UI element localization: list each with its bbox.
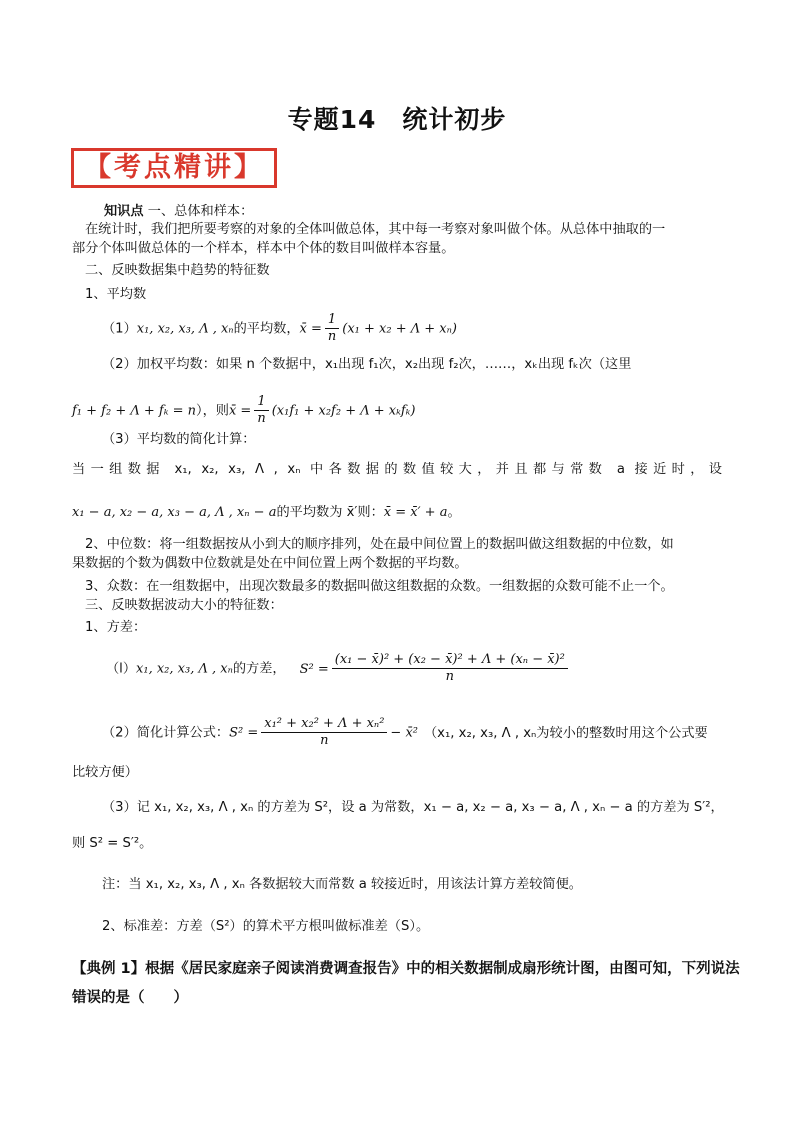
paragraph-population-line-2: 部分个体叫做总体的一个样本，样本中个体的数目叫做样本容量。 (72, 241, 455, 256)
mean-formula-line (102, 312, 457, 345)
variance-formula-line (106, 652, 571, 685)
shifted-end: 。 (447, 505, 461, 520)
note-line: 注：当 x₁, x₂, x₃, Λ , xₙ 各数据较大而常数 a 较接近时，用该法计算方差较简便。 (102, 877, 582, 892)
variance-vars: x₁, x₂, x₃, Λ , xₙ (136, 661, 233, 677)
mean-fraction (325, 312, 339, 345)
variance-mid: 的方差， (232, 661, 286, 677)
variance-simplified-lhs: S² = (229, 725, 259, 741)
median-line-1: 2、中位数：将一组数据按从小到大的顺序排列，处在最中间位置上的数据叫做这组数据的中位数，如 (85, 537, 674, 552)
paragraph-population-line-1: 在统计时，我们把所要考察的对象的全体叫做总体，其中每一考察对象叫做个体。从总体中抽取的一 (85, 222, 666, 237)
mean-heading: 1、平均数 (85, 287, 147, 302)
page-title: 专题14 统计初步 (287, 105, 507, 134)
shifted-mid: 的平均数为 x̄′则： (276, 505, 384, 520)
variance-lhs: S² = (299, 661, 329, 677)
mean-lhs: x̄ = (299, 321, 322, 337)
fraction-denominator: n (257, 411, 266, 426)
standard-deviation-line: 2、标准差：方差（S²）的算术平方根叫做标准差（S）。 (102, 919, 430, 934)
fraction-denominator: n (320, 733, 329, 748)
median-line-2: 果数据的个数为偶数中位数就是处在中间位置上两个数据的平均数。 (72, 556, 468, 571)
knowledge-point-label: 知识点 (104, 204, 144, 219)
weighted-lhs: x̄ = (228, 403, 252, 419)
mode-line: 3、众数：在一组数据中，出现次数最多的数据叫做这组数据的众数。一组数据的众数可能不止一个。 (85, 579, 674, 594)
variance-fraction (332, 652, 568, 685)
fraction-numerator: 1 (325, 312, 339, 329)
weighted-then: ），则 (196, 403, 229, 419)
weighted-sum: (x₁f₁ + x₂f₂ + Λ + xₖfₖ) (271, 403, 416, 419)
variance-simplified-line (102, 716, 708, 749)
shifted-vars: x₁ − a, x₂ − a, x₃ − a, Λ , xₙ − a (72, 505, 277, 520)
weighted-fraction (254, 394, 268, 427)
mean-item-prefix: （1） (102, 321, 137, 337)
variance-simplified-fraction (261, 716, 387, 749)
variance-shift-line-1: （3）记 x₁, x₂, x₃, Λ , xₙ 的方差为 S²，设 a 为常数，x₁ − a, x₂ − a, x₃ − a, Λ , xₙ − a 的方差为 S′²， (102, 800, 724, 815)
simplified-mean-formula-line (72, 504, 461, 522)
simplified-mean-heading: （3）平均数的简化计算： (102, 432, 256, 447)
weighted-mean-formula-line (72, 394, 415, 427)
variance-simplified-note: （x₁, x₂, x₃, Λ , xₙ为较小的整数时用这个公式要 (424, 725, 708, 741)
section-banner: 【考点精讲】 (71, 148, 277, 188)
section-3-heading: 三、反映数据波动大小的特征数： (85, 598, 283, 613)
variance-item-prefix: （l） (106, 661, 137, 677)
fraction-numerator: 1 (254, 394, 268, 411)
variance-simplified-numerator: x₁² + x₂² + Λ + xₙ² (261, 716, 387, 733)
section-1-heading: 一、总体和样本： (143, 204, 254, 219)
mean-sum: (x₁ + x₂ + Λ + xₙ) (342, 321, 457, 337)
section-2-heading: 二、反映数据集中趋势的特征数 (85, 263, 270, 278)
knowledge-point-heading (104, 203, 253, 221)
weighted-mean-line-1: （2）加权平均数：如果 n 个数据中，x₁出现 f₁次，x₂出现 f₂次，……，xₖ出现 fₖ次（这里 (102, 357, 632, 372)
variance-heading: 1、方差： (85, 620, 147, 635)
variance-shift-line-2: 则 S² = S′²。 (72, 836, 153, 851)
mean-mid-text: 的平均数， (233, 321, 300, 337)
variance-simplified-note-2: 比较方便） (72, 765, 138, 780)
variance-simplified-tail: − x̄² (390, 725, 418, 741)
weighted-condition: f₁ + f₂ + Λ + fₖ = n (72, 403, 196, 419)
mean-vars: x₁, x₂, x₃, Λ , xₙ (136, 321, 234, 337)
variance-simplified-prefix: （2）简化计算公式： (102, 725, 230, 741)
example-line-1: 【典例 1】根据《居民家庭亲子阅读消费调查报告》中的相关数据制成扇形统计图，由图可知，下列说法 (72, 961, 740, 977)
example-line-2: 错误的是（ ） (72, 990, 188, 1006)
fraction-denominator: n (327, 329, 337, 344)
simplified-mean-line-1: 当一组数据 x₁, x₂, x₃, Λ , xₙ 中各数据的数值较大，并且都与常数 a 接近时，设 (72, 462, 722, 477)
shifted-eq: x̄ = x̄′ + a (383, 505, 448, 520)
fraction-denominator: n (445, 669, 454, 684)
variance-numerator: (x₁ − x̄)² + (x₂ − x̄)² + Λ + (xₙ − x̄)² (332, 652, 568, 669)
